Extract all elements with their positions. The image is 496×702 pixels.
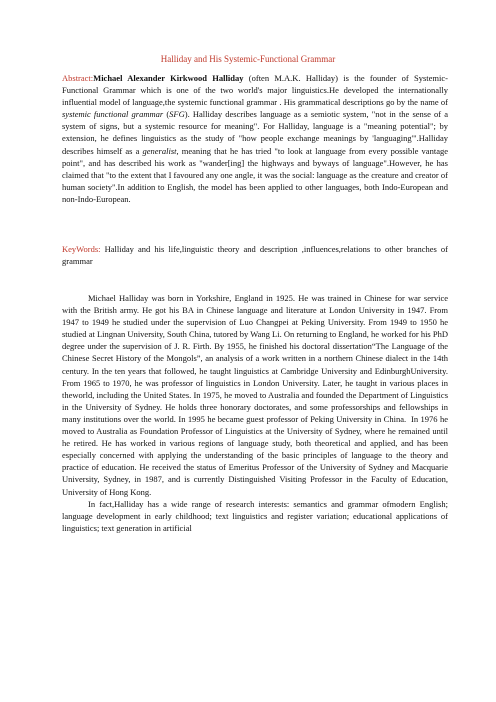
document-title: Halliday and His Systemic-Functional Grammar [160,54,336,64]
keywords-text: Halliday and his life,linguistic theory and description ,influences,relations to other branches of grammar [62,244,448,267]
abstract-text-3: ). Halliday describes language as a semiotic system, "not in the sense of a system of signs, but a systemic resource for meaning". For Halliday, language is a "meaning potential"; by extension, he defines linguistics as the study of "how people exchange meanings by 'languaging'".Halliday describes himself as a [62,109,448,156]
abstract-label: Abstract: [62,73,94,83]
abstract-lead-name: Michael Alexander Kirkwood Halliday [93,73,244,83]
keywords-label: KeyWords: [62,244,101,254]
abstract-text-2: ( [163,109,170,120]
abstract-emphasis-sfg: systemic functional grammar [62,109,164,120]
body-paragraph-biography: Michael Halliday was born in Yorkshire, England in 1925. He was trained in Chinese for war service with the British army. He got his BA in Chinese language and literature at London University in 1947. From 1947 to 1949 he studied under the supervision of Luo Changpei at Peking University. From 1949 to 1950 he studied at Lingnan University, South China, tutored by Wang Li. On returning to England, he worked for his PhD degree under the supervision of J. R. Firth. By 1955, he finished his doctoral dissertation“The Language of the Chinese Secret History of the Mongols”, an analysis of a work written in a northern Chinese dialect in the 14th century. In the ten years that followed, he taught linguistics at Cambridge University and EdinburghUniversity. From 1965 to 1970, he was professor of linguistics in London University. Later, he taught in various places in theworld, including the United States. In 1975, he moved to Australia and founded the Department of Linguistics in the University of Sydney. He holds three honorary doctorates, and some professorships and fellowships in many institutions over the world. In 1995 he became guest professor of Peking University in China. In 1976 he moved to Australia as Foundation Professor of Linguistics at the University of Sydney, where he remained until he retired. He has worked in various regions of language study, both theoretical and applied, and has been especially concerned with applying the understanding of the basic principles of language to the theory and practice of education. He received the status of Emeritus Professor of the University of Sydney and Macquarie University, Sydney, in 1987, and is currently Distinguished Visiting Professor in the Faculty of Education, University of Hong Kong. [62,293,448,497]
abstract-emphasis-generalist: generalist [142,145,177,156]
keywords-section [62,243,448,267]
abstract-emphasis-abbrev: SFG [169,109,185,120]
body-section [62,292,448,534]
abstract-text-4: , meaning that he has tried "to look at language from every possible vantage point", and has described his work as "wander[ing] the highways and byways of language".However, he has claimed that "to the extent that I favoured any one angle, it was the social: language as the creature and creator of human society".In addition to English, the model has been applied to other languages, both Indo-European and non-Indo-European. [62,145,448,204]
abstract-text-1: (often M.A.K. Halliday) is the founder of Systemic-Functional Grammar which is one of the two world's major linguistics.He developed the internationally influential model of language,the systemic functional grammar . His grammatical descriptions go by the name of [62,73,448,108]
body-paragraph-research-interests: In fact,Halliday has a wide range of research interests: semantics and grammar ofmodern English; language development in early childhood; text linguistics and register variation; educational applications of linguistics; text generation in artificial [62,498,448,533]
abstract-section [62,72,448,205]
